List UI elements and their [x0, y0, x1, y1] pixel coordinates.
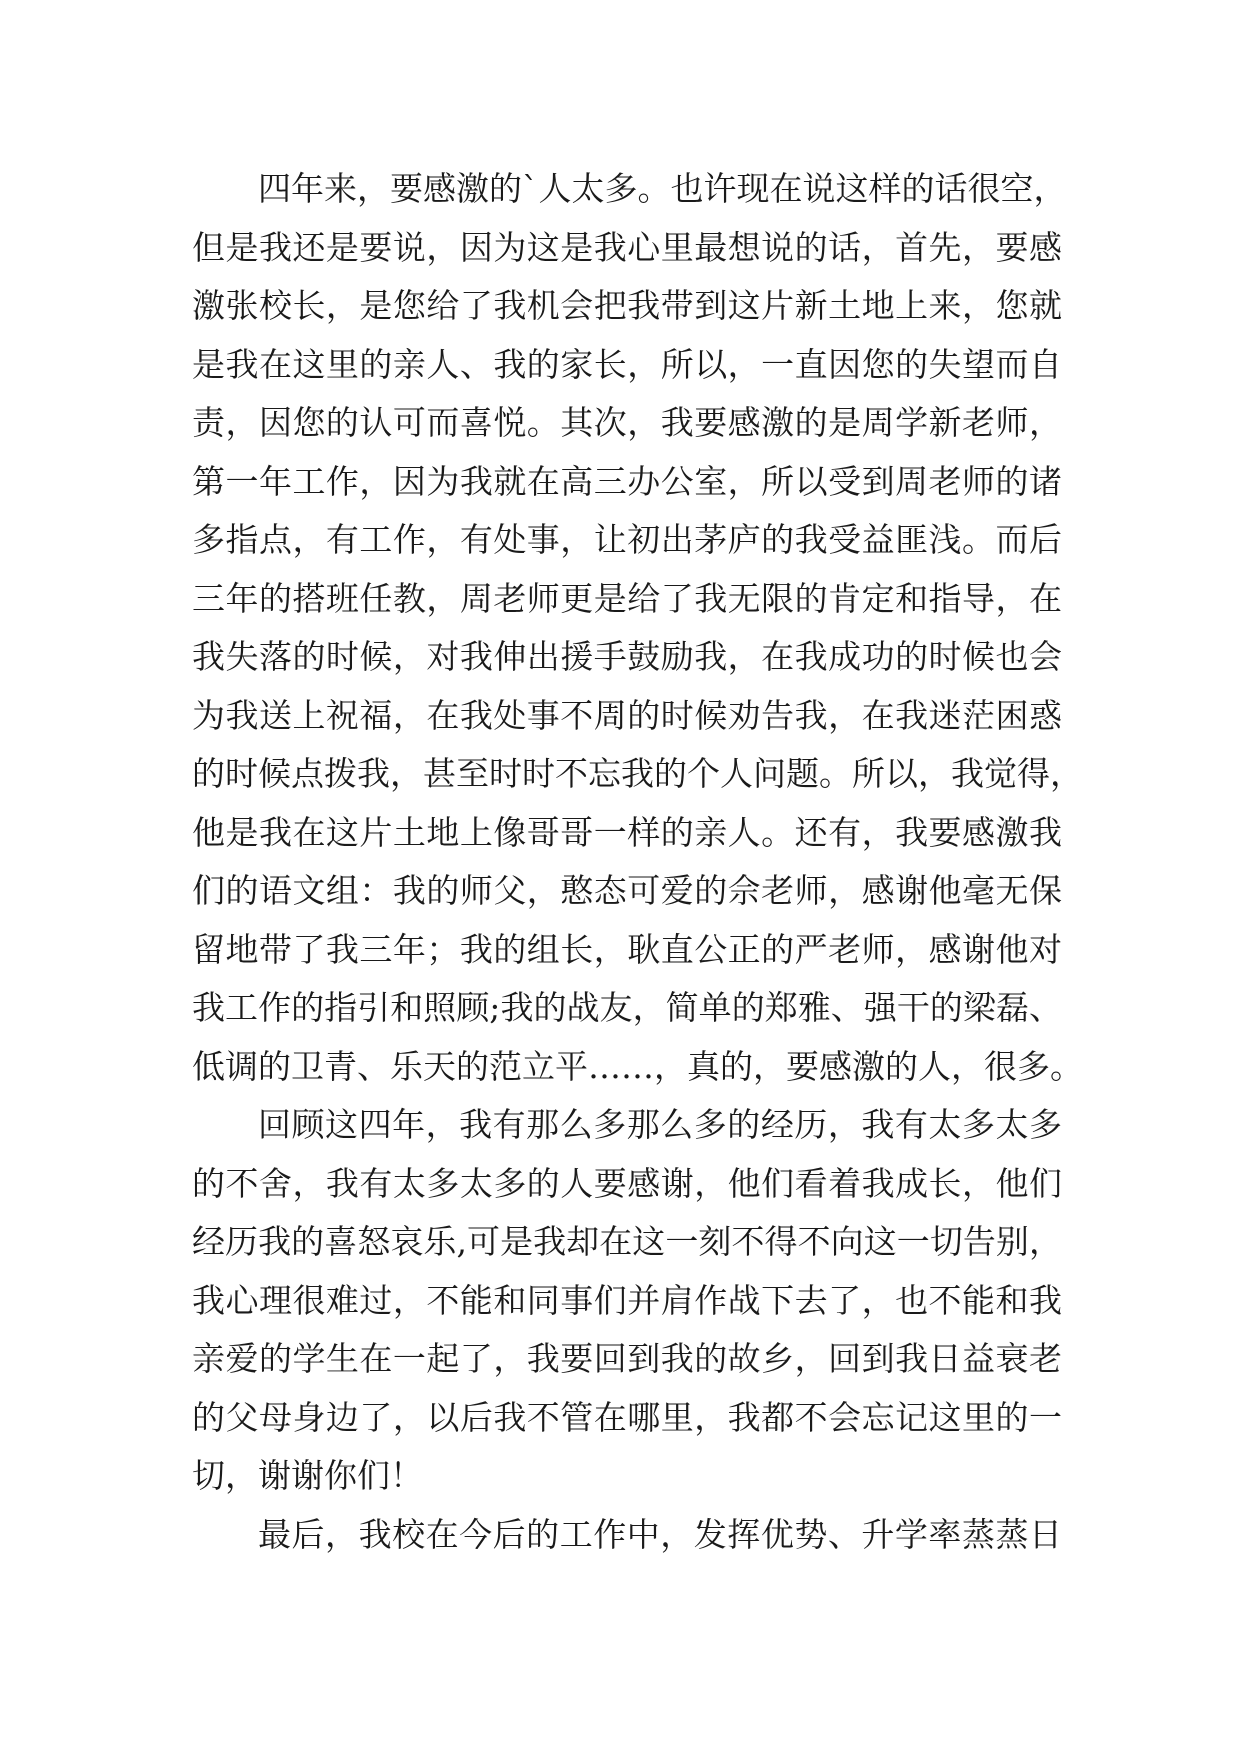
text-line: 的时候点拨我，甚至时时不忘我的个人问题。所以，我觉得， — [192, 754, 1083, 793]
text-line: 是我在这里的亲人、我的家长，所以，一直因您的失望而自 — [192, 344, 1062, 384]
text-line: 最后，我校在今后的工作中，发挥优势、升学率蒸蒸日 — [258, 1514, 1062, 1554]
text-line: 低调的卫青、乐天的范立平……，真的，要感激的人，很多。 — [192, 1046, 1083, 1086]
text-line: 三年的搭班任教，周老师更是给了我无限的肯定和指导，在 — [192, 578, 1062, 618]
text-line: 切，谢谢你们！ — [192, 1456, 423, 1495]
text-line: 亲爱的学生在一起了，我要回到我的故乡，回到我日益衰老 — [192, 1339, 1062, 1378]
text-line: 留地带了我三年；我的组长，耿直公正的严老师，感谢他对 — [192, 929, 1062, 969]
text-line: 多指点，有工作，有处事，让初出茅庐的我受益匪浅。而后 — [192, 520, 1062, 559]
body-text — [192, 160, 1083, 1564]
text-line: 第一年工作，因为我就在高三办公室，所以受到周老师的诸 — [192, 461, 1062, 501]
text-line: 我工作的指引和照顾;我的战友，简单的郑雅、强干的梁磊、 — [192, 988, 1062, 1027]
text-line: 他是我在这片土地上像哥哥一样的亲人。还有，我要感激我 — [192, 812, 1062, 852]
text-line: 激张校长，是您给了我机会把我带到这片新土地上来，您就 — [192, 286, 1062, 325]
text-line: 经历我的喜怒哀乐,可是我却在这一刻不得不向这一切告别， — [192, 1222, 1062, 1261]
text-line: 但是我还是要说，因为这是我心里最想说的话，首先，要感 — [192, 227, 1062, 267]
text-line: 为我送上祝福，在我处事不周的时候劝告我，在我迷茫困惑 — [192, 695, 1062, 735]
text-line: 回顾这四年，我有那么多那么多的经历，我有太多太多 — [258, 1105, 1062, 1144]
text-line: 们的语文组：我的师父，憨态可爱的佘老师，感谢他毫无保 — [192, 871, 1062, 910]
text-line: 我心理很难过，不能和同事们并肩作战下去了，也不能和我 — [192, 1280, 1062, 1320]
text-line: 的父母身边了，以后我不管在哪里，我都不会忘记这里的一 — [192, 1397, 1062, 1437]
text-line: 责，因您的认可而喜悦。其次，我要感激的是周学新老师， — [192, 403, 1062, 442]
text-line: 我失落的时候，对我伸出援手鼓励我，在我成功的时候也会 — [192, 637, 1062, 676]
text-line: 四年来，要感激的`人太多。也许现在说这样的话很空， — [258, 169, 1067, 208]
text-line: 的不舍，我有太多太多的人要感谢，他们看着我成长，他们 — [192, 1163, 1062, 1203]
